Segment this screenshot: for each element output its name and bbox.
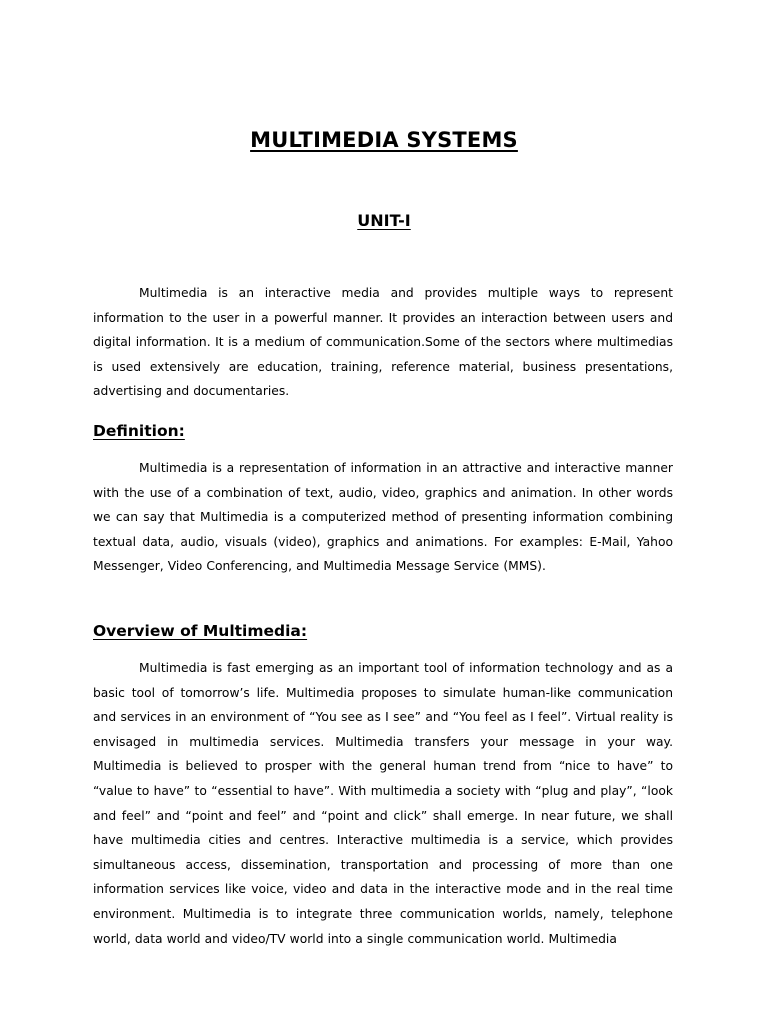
overview-heading: Overview of Multimedia: <box>93 622 308 640</box>
document-title: MULTIMEDIA SYSTEMS <box>250 128 518 152</box>
overview-paragraph: Multimedia is fast emerging as an important tool of information technology and as a basic tool of tomorrow’s life. Multimedia proposes to simulate human-like communication and services in an environment of “You see as I see” and “You feel as I feel”. Virtual reality is envisaged in multimedia services. Multimedia transfers your message in your way. Multimedia is believed to prosper with the general human trend from “nice to have” to “value to have” to “essential to have”. With multimedia a society with “plug and play”, “look and feel” and “point and feel” and “point and click” shall emerge. In near future, we shall have multimedia cities and centres. Interactive multimedia is a service, which provides simultaneous access, dissemination, transportation and processing of more than one information services like voice, video and data in the interactive mode and in the real time environment. Multimedia is to integrate three communication worlds, namely, telephone world, data world and video/TV world into a single communication world. Multimedia <box>93 661 673 946</box>
unit-heading: UNIT-I <box>357 211 411 230</box>
definition-heading: Definition: <box>93 422 185 440</box>
intro-paragraph: Multimedia is an interactive media and provides multiple ways to represent information to the user in a powerful manner. It provides an interaction between users and digital information. It is a medium of communication.Some of the sectors where multimedias is used extensively are education, training, reference material, business presentations, advertising and documentaries. <box>93 286 673 399</box>
definition-paragraph: Multimedia is a representation of information in an attractive and interactive manner with the use of a combination of text, audio, video, graphics and animation. In other words we can say that Multimedia is a computerized method of presenting information combining textual data, audio, visuals (video), graphics and animations. For examples: E-Mail, Yahoo Messenger, Video Conferencing, and Multimedia Message Service (MMS). <box>93 461 673 574</box>
